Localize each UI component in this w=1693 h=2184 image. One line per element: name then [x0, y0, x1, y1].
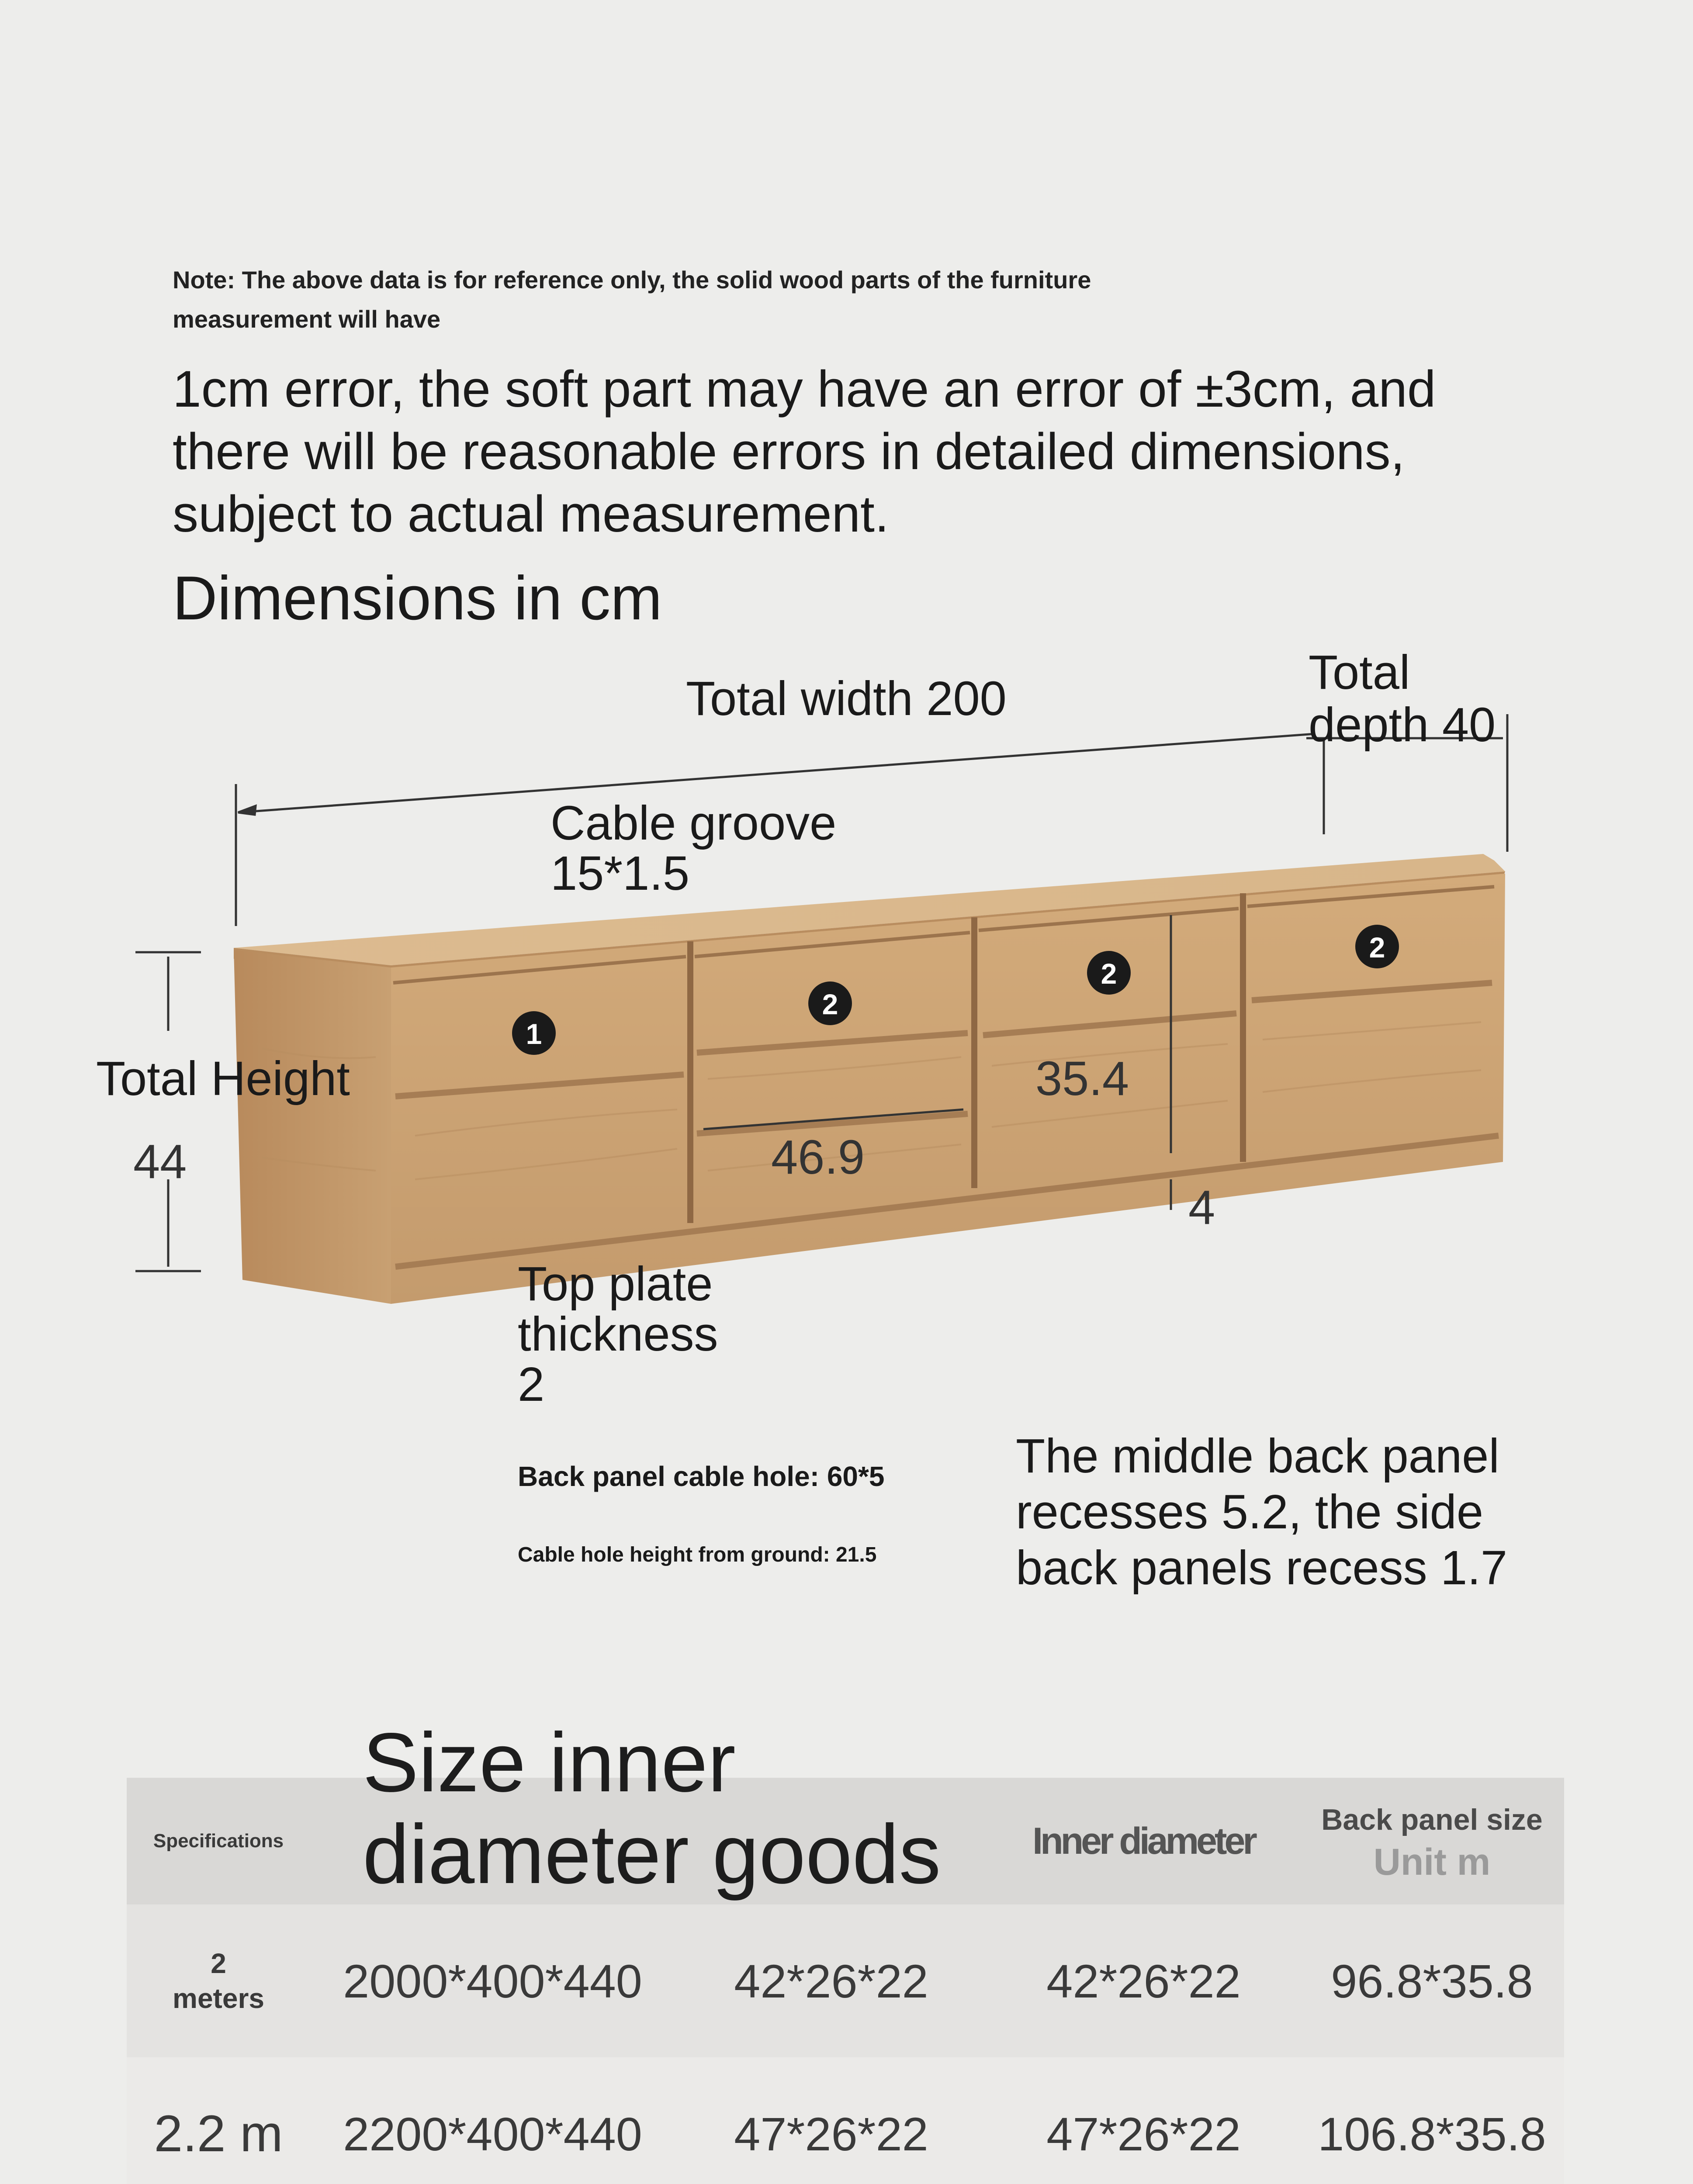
error-note: 1cm error, the soft part may have an error of ±3cm, and there will be reasonable errors in detailed dimensions, subject to actual measurement. [173, 360, 1436, 543]
svg-text:2: 2 [822, 988, 838, 1020]
header-specifications: Specifications [127, 1778, 310, 1904]
row-spec: 2.2 m [127, 2057, 310, 2184]
height-dimension-line [135, 952, 201, 1271]
total-height-label: Total Height [96, 1052, 350, 1106]
row-goods: 42*26*22 [675, 1904, 987, 2057]
dimensions-title: Dimensions in cm [173, 563, 662, 633]
back-panel-hole-label: Back panel cable hole: 60*5 [518, 1461, 885, 1492]
table-overlay-title-line1: Size inner [363, 1715, 736, 1809]
header-inner-diameter: Inner diameter [987, 1778, 1300, 1904]
drawer-badge-1 [512, 1011, 556, 1055]
reference-note-line1: Note: The above data is for reference only, the solid wood parts of the furniture [173, 266, 1091, 294]
table-overlay-title [363, 1717, 1018, 1900]
cabinet-side [234, 950, 391, 1304]
cable-groove-label-line2: 15*1.5 [550, 847, 690, 900]
top-plate-label-line3: 2 [518, 1358, 545, 1411]
table-row [127, 2057, 1564, 2184]
row-inner: 42*26*22 [987, 1904, 1300, 2057]
cable-hole-height-label: Cable hole height from ground: 21.5 [518, 1543, 877, 1566]
row-goods: 47*26*22 [675, 2057, 987, 2184]
table-row [127, 1904, 1564, 2057]
reference-note-line2: measurement will have [173, 305, 441, 333]
row-size: 2000*400*440 [310, 1904, 675, 2057]
row-size: 2200*400*440 [310, 2057, 675, 2184]
row-back: 106.8*35.8 [1300, 2057, 1564, 2184]
reference-note [173, 260, 1265, 339]
header-unit: Unit m [1373, 1841, 1491, 1883]
total-depth-label-line1: Total [1309, 646, 1410, 699]
svg-text:2: 2 [1101, 957, 1117, 990]
svg-text:1: 1 [526, 1018, 542, 1050]
back-panel-recess-note: The middle back panel recesses 5.2, the side back panels recess 1.7 [1016, 1429, 1508, 1595]
drawer-width-value: 46.9 [771, 1130, 865, 1184]
top-plate-label-line1: Top plate [518, 1257, 713, 1311]
total-depth-label-line2: depth 40 [1309, 698, 1496, 752]
drawer-badge-2c [1355, 925, 1399, 968]
drawer-badge-2b [1087, 951, 1131, 995]
drawer-badge-2a [808, 981, 852, 1025]
total-width-label: Total width 200 [686, 672, 1007, 726]
header-back-panel: Back panel size Unit m [1300, 1778, 1564, 1904]
cable-groove-label-line1: Cable groove [550, 796, 837, 850]
base-height-value: 4 [1188, 1181, 1215, 1234]
svg-text:2: 2 [1369, 931, 1385, 964]
row-spec: 2 meters [127, 1904, 310, 2057]
row-back: 96.8*35.8 [1300, 1904, 1564, 2057]
total-height-value: 44 [133, 1135, 187, 1189]
drawer-height-value: 35.4 [1035, 1052, 1129, 1106]
top-plate-label-line2: thickness [518, 1307, 718, 1361]
table-overlay-title-line2: diameter goods [363, 1807, 941, 1901]
row-inner: 47*26*22 [987, 2057, 1300, 2184]
